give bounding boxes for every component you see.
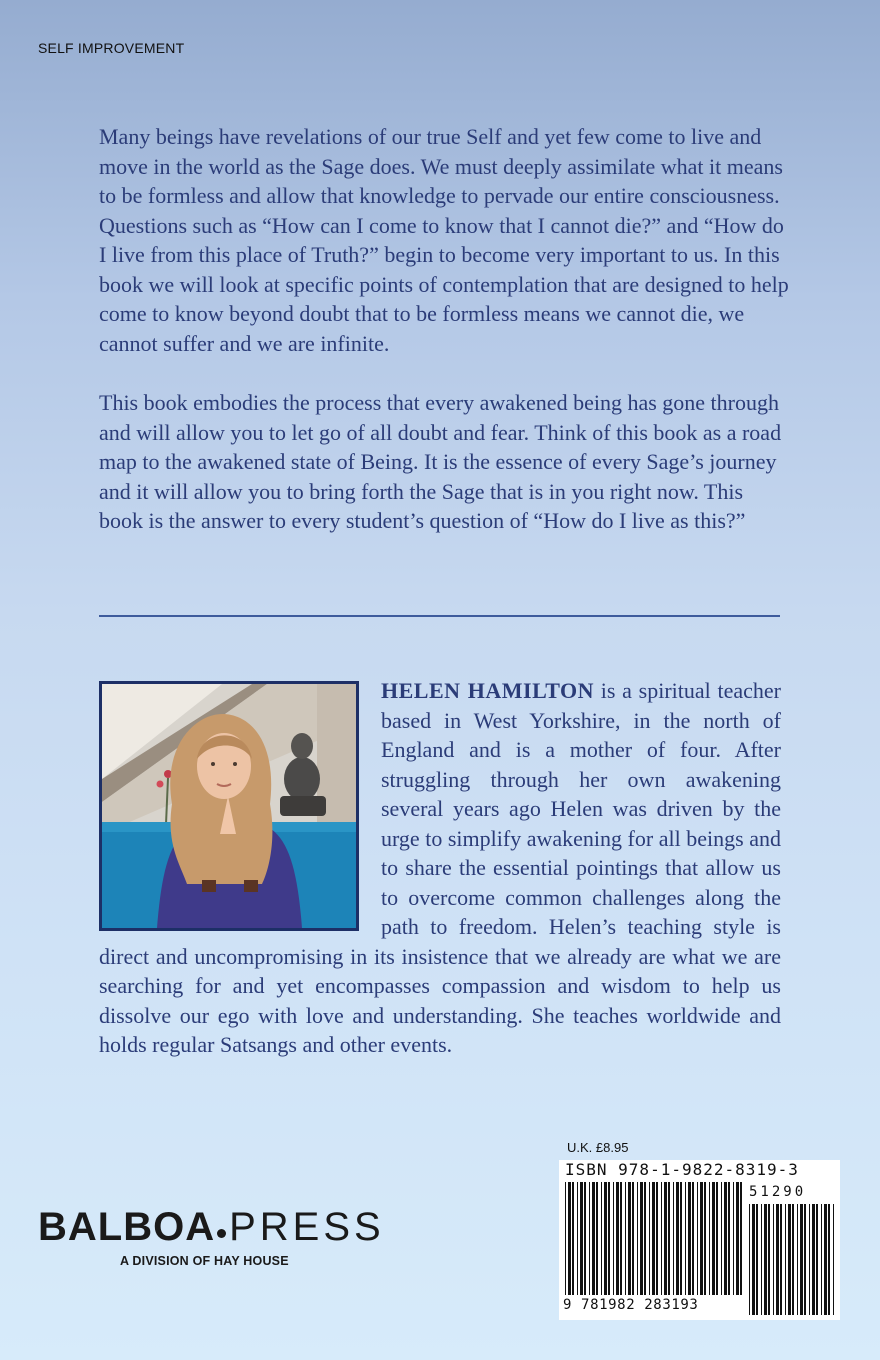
author-bio xyxy=(99,676,781,1060)
back-cover-blurb xyxy=(99,122,789,566)
category-label: SELF IMPROVEMENT xyxy=(38,40,185,56)
section-divider xyxy=(99,615,780,617)
publisher-brand-light: PRESS xyxy=(229,1205,385,1249)
barcode-addon-digits: 51290 xyxy=(749,1184,807,1200)
author-bio-text: is a spiritual teacher based in West Yorkshire, in the north of England and is a mother of four. After struggling through her own awakening several years ago Helen was driven by the urge to simplify awakening for all beings and to share the essential pointings that allow us to overcome common challenges along the path to freedom. Helen’s teaching style is direct and uncompromising in its insistence that we already are what we are searching for and yet encompasses compassion and wisdom to help us dissolve our ego with love and understanding. She teaches worldwide and holds regular Satsangs and other events. xyxy=(99,678,781,1057)
blurb-paragraph-2: This book embodies the process that every awakened being has gone through and will allow you to let go of all doubt and fear. Think of this book as a road map to the awakened state of Being. It is the essence of every Sage’s journey and it will allow you to bring forth the Sage that is in you right now. This book is the answer to every student’s question of “How do I live as this?” xyxy=(99,390,782,533)
publisher-logo xyxy=(38,1205,385,1268)
isbn-text: ISBN 978-1-9822-8319-3 xyxy=(565,1160,799,1179)
isbn-barcode xyxy=(559,1160,840,1320)
photo-spacer xyxy=(99,676,361,934)
price-label: U.K. £8.95 xyxy=(567,1140,629,1155)
author-name: HELEN HAMILTON xyxy=(381,678,595,703)
publisher-brand-bold: BALBOA xyxy=(38,1205,216,1249)
registered-dot-icon xyxy=(217,1229,226,1238)
blurb-paragraph-1: Many beings have revelations of our true Self and yet few come to live and move in the world as the Sage does. We must deeply assimilate what it means to be formless and allow that knowledge to pervade our entire consciousness. Questions such as “How can I come to know that I cannot die?” and “How do I live from this place of Truth?” begin to become very important to us. In this book we will look at specific points of contemplation that are designed to help come to know beyond doubt that to be formless means we cannot die, we cannot suffer and we are infinite. xyxy=(99,124,789,356)
publisher-tagline: A DIVISION OF HAY HOUSE xyxy=(120,1254,289,1268)
barcode-digits: 9 781982 283193 xyxy=(563,1297,699,1313)
